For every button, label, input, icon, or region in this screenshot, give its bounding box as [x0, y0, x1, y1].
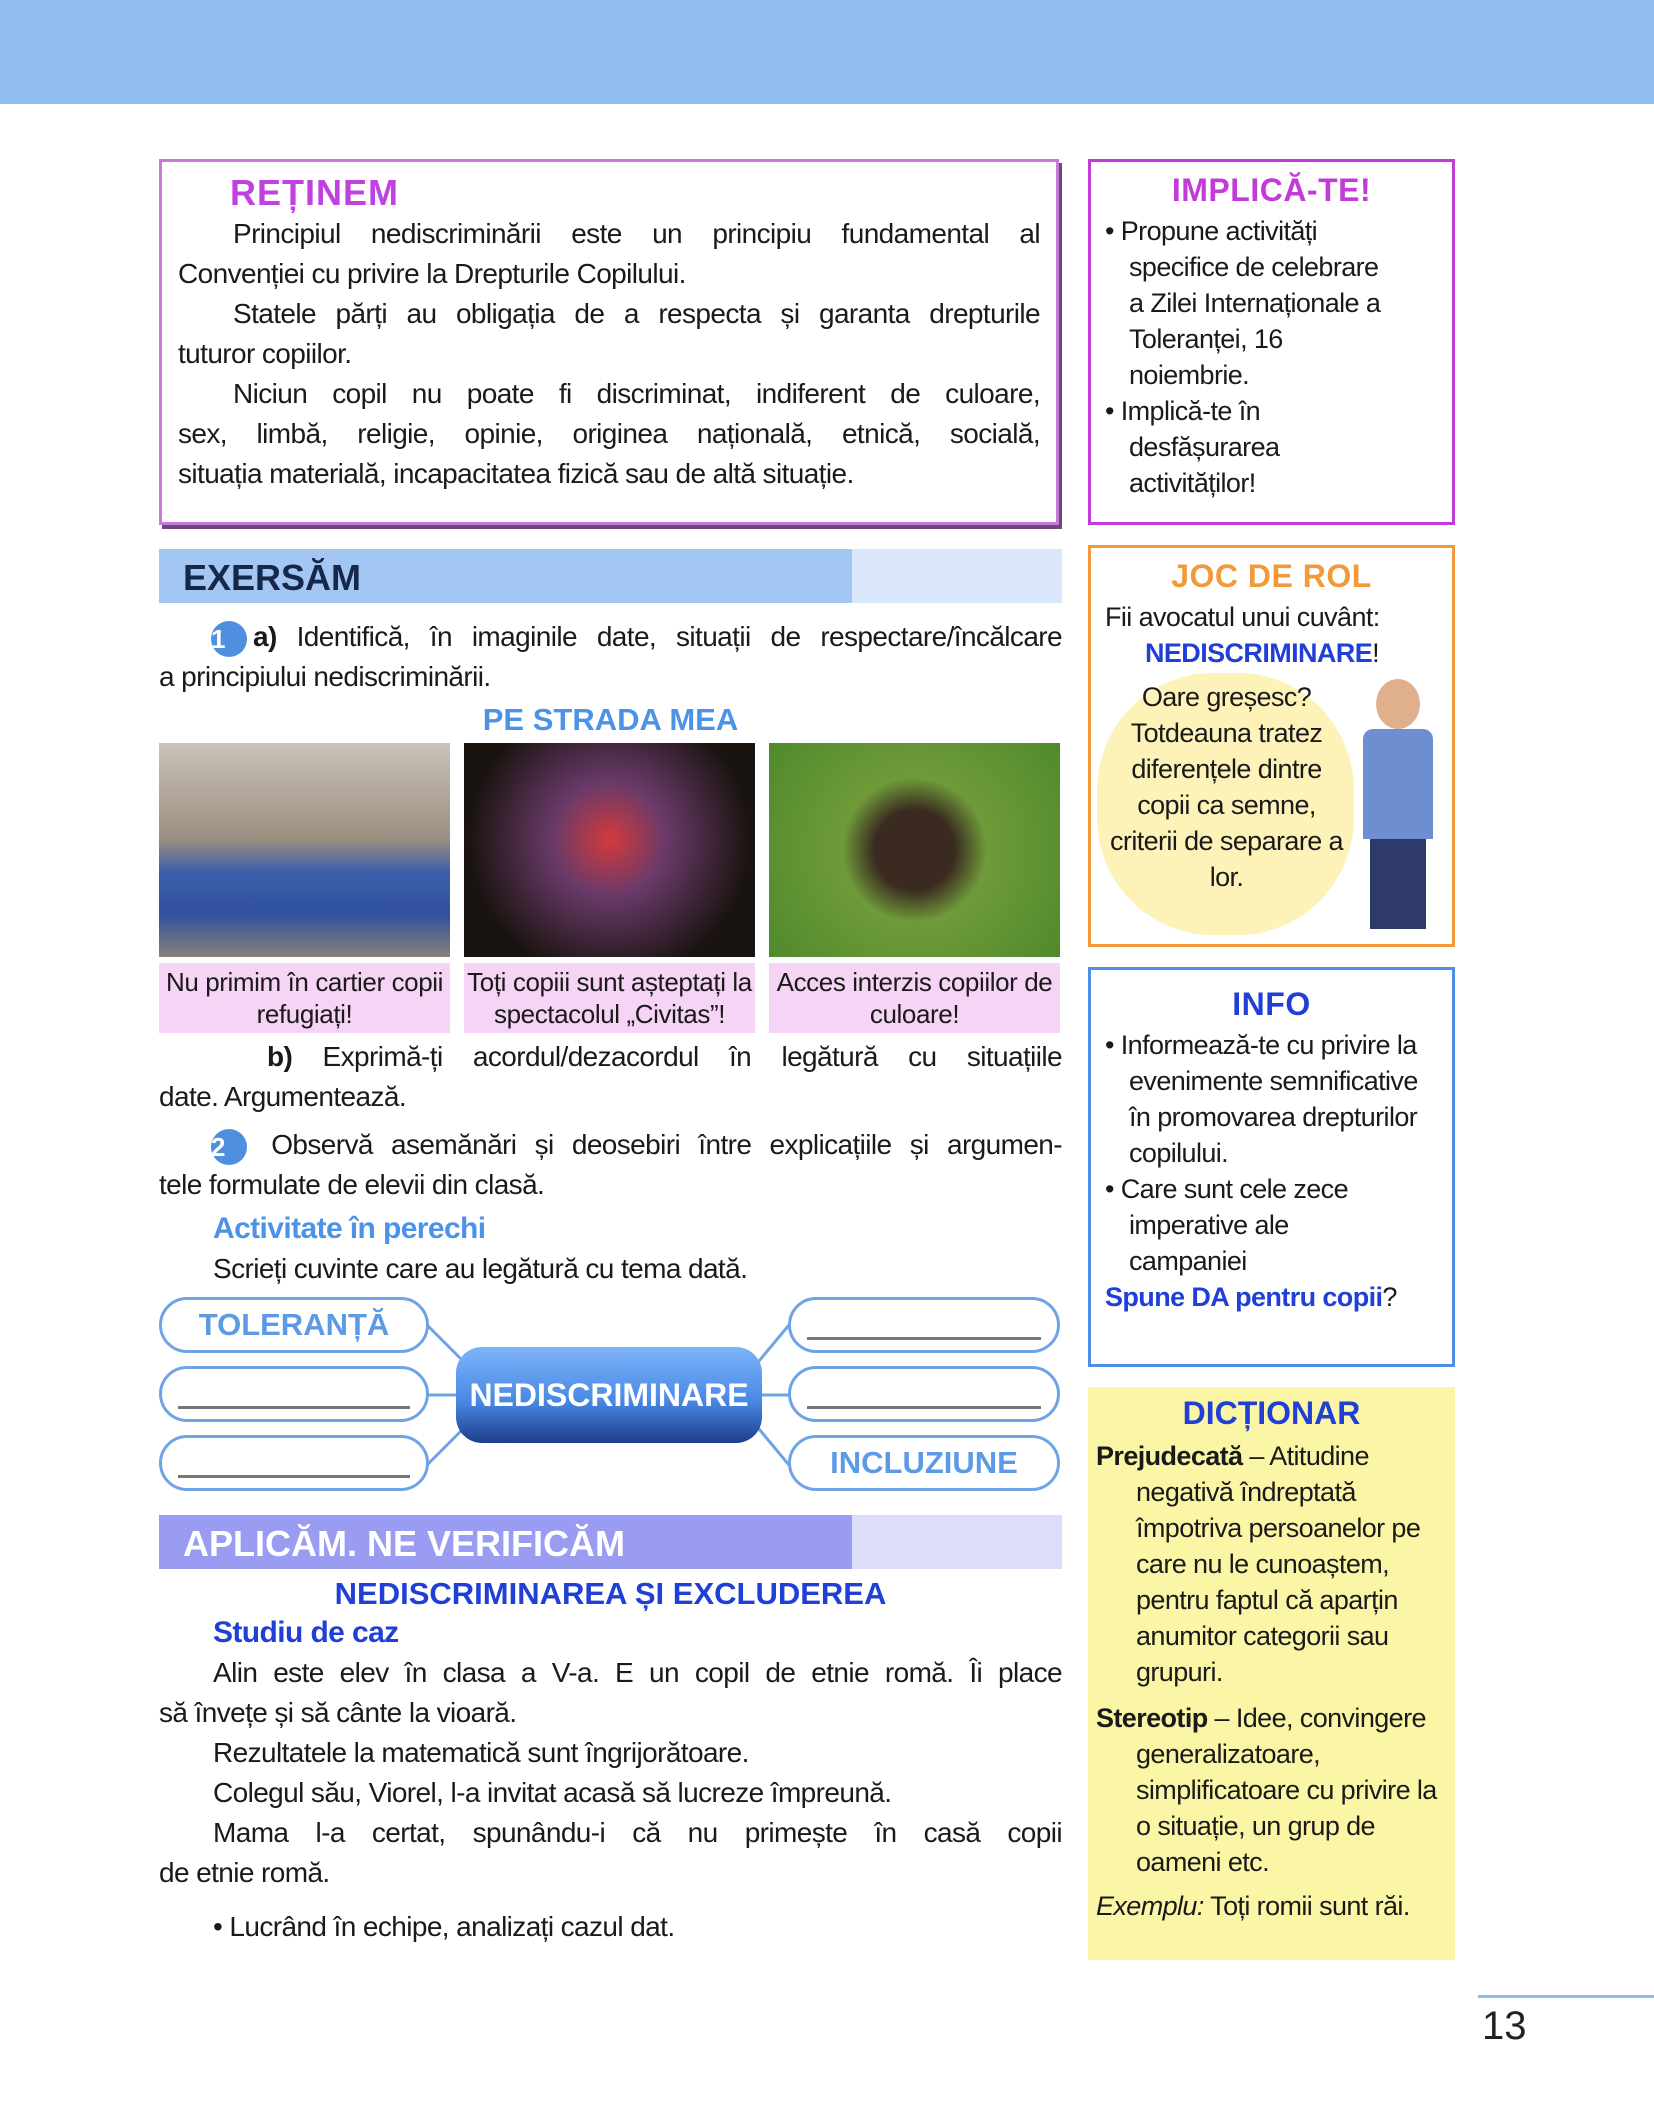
joc-de-rol-box [1088, 545, 1455, 947]
map-node-toleranta: TOLERANȚĂ [159, 1297, 429, 1353]
retinem-title: REȚINEM [230, 172, 399, 213]
caption-3: Acces interzis copiilor de culoare! [769, 963, 1060, 1033]
exersam-header [159, 549, 1062, 603]
map-node-blank[interactable] [159, 1435, 429, 1491]
label-a: a) [253, 621, 277, 652]
label-b: b) [267, 1041, 293, 1072]
number-badge: 1 [211, 621, 247, 657]
definition: – Atitudine negativă îndreptată împotriva persoanelor pe care nu le cunoaștem, pentru faptul că aparțin anumitor categorii sau grupuri. [1136, 1441, 1421, 1687]
question-text: Observă asemănări și deosebiri între explicațiile și argumen- [253, 1129, 1062, 1160]
top-banner [0, 0, 1654, 104]
retinem-line: sex, limbă, religie, opinie, originea națională, etnică, socială, [178, 418, 1040, 449]
mind-map [159, 1297, 1062, 1493]
caption-2: Toți copiii sunt așteptați la spectacolul „Civitas”! [464, 963, 755, 1033]
photo-girl [769, 743, 1060, 957]
joc-excl: ! [1372, 638, 1380, 668]
case-study-title: Studiu de caz [213, 1616, 399, 1649]
main-column [159, 159, 1062, 1947]
sidebar-column [1088, 159, 1455, 1960]
question-text: a principiului nediscriminării. [159, 661, 491, 692]
pictures-title: PE STRADA MEA [482, 702, 739, 737]
pair-activity-text: Scrieți cuvinte care au legătură cu tema dată. [213, 1253, 748, 1284]
map-node-blank[interactable] [788, 1297, 1060, 1353]
question-text: tele formulate de elevii din clasă. [159, 1169, 545, 1200]
retinem-line: Principiul nediscriminării este un principiu fundamental al [233, 218, 1040, 249]
implica-box: IMPLICĂ-TE! • Propune activități specifice de celebrare a Zilei Internaționale a Toleranței, 16 noiembrie. • Implică-te în desfășurarea activităților! [1088, 159, 1455, 525]
joc-intro: Fii avocatul unui cuvânt: [1105, 602, 1380, 632]
example: Toți romii sunt răi. [1203, 1891, 1410, 1921]
question-text: date. Argumentează. [159, 1081, 406, 1112]
info-title: INFO [1232, 986, 1311, 1022]
map-node-blank[interactable] [788, 1366, 1060, 1422]
retinem-line: Convenției cu privire la Drepturile Copilului. [178, 258, 686, 289]
photo-children-performance [464, 743, 755, 957]
pair-activity-title: Activitate în perechi [213, 1212, 486, 1245]
joc-title: JOC DE ROL [1171, 558, 1372, 594]
aplicam-title: APLICĂM. NE VERIFICĂM [183, 1523, 626, 1564]
info-item: Care sunt cele zece imperative ale campaniei [1120, 1174, 1348, 1276]
exersam-title: EXERSĂM [183, 557, 362, 598]
campaign-link[interactable]: Spune DA pentru copii [1105, 1282, 1383, 1312]
retinem-line: situația materială, incapacitatea fizică sau de altă situație. [178, 458, 854, 489]
info-item: Informează-te cu privire la evenimente semnificative în promovarea drepturilor copilului. [1120, 1030, 1418, 1168]
pictures-row [159, 743, 1062, 1033]
case-line: Rezultatele la matematică sunt îngrijorătoare. [213, 1737, 749, 1768]
bubble-text: Oare greșesc? Totdeauna tratez diferențele dintre copii ca semne, criterii de separare a lor. [1110, 682, 1343, 892]
joc-word: NEDISCRIMINARE [1145, 638, 1373, 668]
term: Prejudecată [1096, 1441, 1243, 1471]
retinem-line: Statele părți au obligația de a respecta și garanta drepturile [233, 298, 1040, 329]
map-node-blank[interactable] [159, 1366, 429, 1422]
case-line: de etnie romă. [159, 1857, 330, 1888]
implica-item: Implică-te în desfășurarea activităților! [1120, 396, 1280, 498]
photo-refugee-boy [159, 743, 450, 957]
question-text: Identifică, în imaginile date, situații de respectare/încălcare [276, 621, 1062, 652]
case-subtitle: NEDISCRIMINAREA ȘI EXCLUDEREA [334, 1576, 887, 1611]
case-line: să învețe și să cânte la vioară. [159, 1697, 517, 1728]
definition: – Idee, convingere generalizatoare, simplificatoare cu privire la o situație, un grup de oameni etc. [1136, 1703, 1437, 1877]
question-text: Exprimă-ți acordul/dezacordul în legătură cu situațiile [292, 1041, 1062, 1072]
number-badge: 2 [211, 1129, 247, 1165]
aplicam-header [159, 1515, 1062, 1569]
example-label: Exemplu: [1096, 1891, 1204, 1921]
case-line: Mama l-a certat, spunându-i că nu primește în casă copii [213, 1817, 1062, 1848]
implica-item: Propune activități specifice de celebrare a Zilei Internaționale a Toleranței, 16 noiembrie. [1120, 216, 1381, 390]
info-box: INFO • Informează-te cu privire la evenimente semnificative în promovarea drepturilor copilului. • Care sunt cele zece imperative ale campaniei Spune DA pentru copii? [1088, 967, 1455, 1367]
page-number: 13 [1482, 2004, 1527, 2048]
case-line: Alin este elev în clasa a V-a. E un copil de etnie romă. Îi place [213, 1657, 1062, 1688]
map-node-incluziune: INCLUZIUNE [788, 1435, 1060, 1491]
footer-rule [1478, 1995, 1654, 1998]
info-q: ? [1382, 1282, 1397, 1312]
dictionar-title: DICȚIONAR [1182, 1395, 1361, 1431]
map-center-nediscriminare: NEDISCRIMINARE [456, 1347, 762, 1443]
caption-1: Nu primim în cartier copii refugiați! [159, 963, 450, 1033]
dictionar-box [1088, 1387, 1455, 1960]
boy-illustration [1358, 679, 1438, 929]
implica-title: IMPLICĂ-TE! [1171, 172, 1372, 208]
retinem-box [159, 159, 1059, 525]
case-task: • Lucrând în echipe, analizați cazul dat. [213, 1911, 675, 1942]
term: Stereotip [1096, 1703, 1208, 1733]
case-line: Colegul său, Viorel, l-a invitat acasă să lucreze împreună. [213, 1777, 892, 1808]
retinem-line: Niciun copil nu poate fi discriminat, indiferent de culoare, [233, 378, 1040, 409]
retinem-line: tuturor copiilor. [178, 338, 352, 369]
